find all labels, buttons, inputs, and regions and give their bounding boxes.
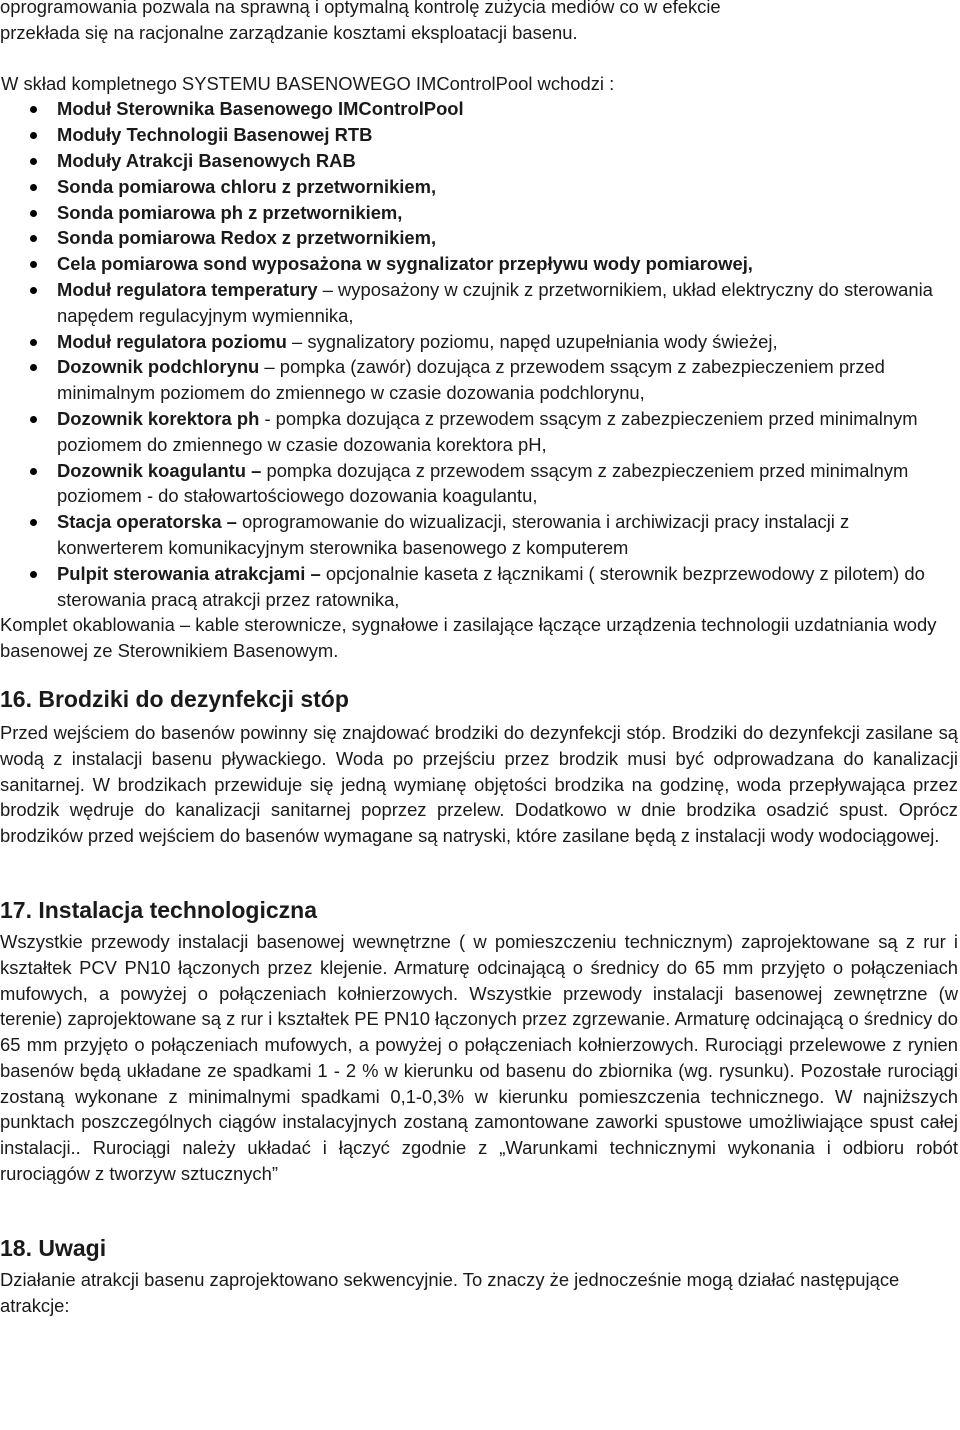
- module-name: Cela pomiarowa sond wyposażona w sygnalizator przepływu wody pomiarowej,: [57, 253, 753, 275]
- section-17-heading: 17. Instalacja technologiczna: [0, 896, 317, 923]
- module-desc: – sygnalizatory poziomu, napęd uzupełniania wody świeżej,: [286, 330, 778, 352]
- section-16-heading: 16. Brodziki do dezynfekcji stóp: [0, 685, 349, 712]
- section-18-heading: 18. Uwagi: [0, 1234, 107, 1261]
- module-item: [0, 96, 958, 122]
- spacer: [0, 46, 958, 71]
- module-item: [0, 458, 958, 510]
- module-name: Moduły Technologii Basenowej RTB: [57, 124, 373, 146]
- section-17-body: Wszystkie przewody instalacji basenowej wewnętrzne ( w pomieszczeniu technicznym) zaprojektowane są z rur i kształtek PCV PN10 łączonych przez klejenie. Armaturę odcinającą o średnicy do 65 mm przyjęto o połączeniach mufowych, a powyżej o połączeniach kołnierzowych. Wszystkie przewody instalacji basenowej zewnętrzne (w terenie) zaprojektowane są z rur i kształtek PE PN10 łączonych przez zgrzewanie. Armaturę odcinającą o średnicy do 65 mm przyjęto o połączeniach mufowych, a powyżej o połączeniach kołnierzowych. Rurociągi przelewowe z rynien basenów będą układane ze spadkami 1 - 2 % w kierunku od basenu do zbiornika (wg. rysunku). Pozostałe rurociągi zostaną wykonane z minimalnymi spadkami 0,1-0,3% w kierunku pomieszczenia technicznego. W najniższych punktach poszczególnych ciągów instalacyjnych zostaną zamontowane zaworki spustowe umożliwiające spust całej instalacji.. Rurociągi należy układać i łączyć zgodnie z „Warunkami technicznymi wykonania i odbioru robót rurociągów z tworzyw sztucznych”: [0, 930, 958, 1185]
- module-desc: – wyposażony w czujnik z przetwornikiem, układ elektryczny do sterowania napędem regulacyjnym wymiennika,: [57, 278, 933, 326]
- spacer: [0, 664, 958, 684]
- module-name: Stacja operatorska –: [57, 511, 237, 533]
- module-name: Dozownik korektora ph: [57, 407, 260, 429]
- module-item: [0, 122, 958, 148]
- spacer: [0, 1187, 958, 1233]
- module-item: [0, 251, 958, 277]
- section-18-body: Działanie atrakcji basenu zaprojektowano sekwencyjnie. To znaczy że jednocześnie mogą działać następujące atrakcje:: [0, 1268, 900, 1316]
- section-16-body: Przed wejściem do basenów powinny się znajdować brodziki do dezynfekcji stóp. Brodziki do dezynfekcji zasilane są wodą z instalacji basenu pływackiego. Woda po przejściu przez brodzik musi być odprowadzana do kanalizacji sanitarnej. W brodzikach przewiduje się jedną wymianę objętości brodzika na godzinę, woda przepływająca przez brodzik wędruje do kanalizacji sanitarnej poprzez przelew. Dodatkowo w dnie brodzika osadzić spust. Oprócz brodzików przed wejściem do basenów wymagane są natryski, które zasilane będą z instalacji wody wodociągowej.: [0, 721, 958, 847]
- module-name: Sonda pomiarowa Redox z przetwornikiem,: [57, 227, 437, 249]
- module-item: [0, 225, 958, 251]
- module-list: [0, 96, 958, 612]
- module-item: [0, 329, 958, 355]
- module-name: Sonda pomiarowa ph z przetwornikiem,: [57, 201, 403, 223]
- module-item: [0, 148, 958, 174]
- module-name: Sonda pomiarowa chloru z przetwornikiem,: [57, 175, 437, 197]
- continuation-line-1: oprogramowania pozwala na sprawną i optymalną kontrolę zużycia mediów co w efekcie: [0, 0, 721, 17]
- module-desc: oprogramowanie do wizualizacji, sterowania i archiwizacji pracy instalacji z konwerterem komunikacyjnym sterownika basenowego z komputerem: [57, 511, 850, 558]
- module-name: Dozownik koagulantu –: [57, 459, 262, 481]
- module-name: Moduł Sterownika Basenowego IMControlPool: [57, 98, 464, 120]
- module-desc: opcjonalnie kaseta z łącznikami ( sterownik bezprzewodowy z pilotem) do sterowania pracą atrakcji przez ratownika,: [57, 562, 925, 610]
- module-name: Moduł regulatora temperatury: [57, 278, 318, 300]
- module-item: [0, 354, 958, 406]
- cabling-note: Komplet okablowania – kable sterownicze, sygnałowe i zasilające łączące urządzenia technologii uzdatniania wody basenowej ze Sterownikiem Basenowym.: [0, 614, 937, 662]
- module-desc: - pompka dozująca z przewodem ssącym z zabezpieczeniem przed minimalnym poziomem do zmiennego w czasie dozowania korektora pH,: [57, 407, 918, 455]
- module-name: Dozownik podchlorynu: [57, 356, 260, 378]
- spacer: [0, 849, 958, 895]
- module-item: [0, 509, 958, 561]
- module-desc: pompka dozująca z przewodem ssącym z zabezpieczeniem przed minimalnym poziomem - do stałowartościowego dozowania koagulantu,: [57, 459, 909, 507]
- continuation-line-2: przekłada się na racjonalne zarządzanie kosztami eksploatacji basenu.: [0, 21, 578, 43]
- system-intro: W skład kompletnego SYSTEMU BASENOWEGO IMControlPool wchodzi :: [1, 72, 615, 94]
- module-item: [0, 561, 958, 613]
- module-item: [0, 277, 958, 329]
- module-name: Pulpit sterowania atrakcjami –: [57, 562, 321, 584]
- module-desc: – pompka (zawór) dozująca z przewodem ssącym z zabezpieczeniem przed minimalnym poziomem do zmiennego w czasie dozowania podchlorynu,: [57, 356, 885, 404]
- module-item: [0, 174, 958, 200]
- module-name: Moduł regulatora poziomu: [57, 330, 287, 352]
- module-name: Moduły Atrakcji Basenowych RAB: [57, 149, 356, 171]
- module-item: [0, 406, 958, 458]
- module-item: [0, 200, 958, 226]
